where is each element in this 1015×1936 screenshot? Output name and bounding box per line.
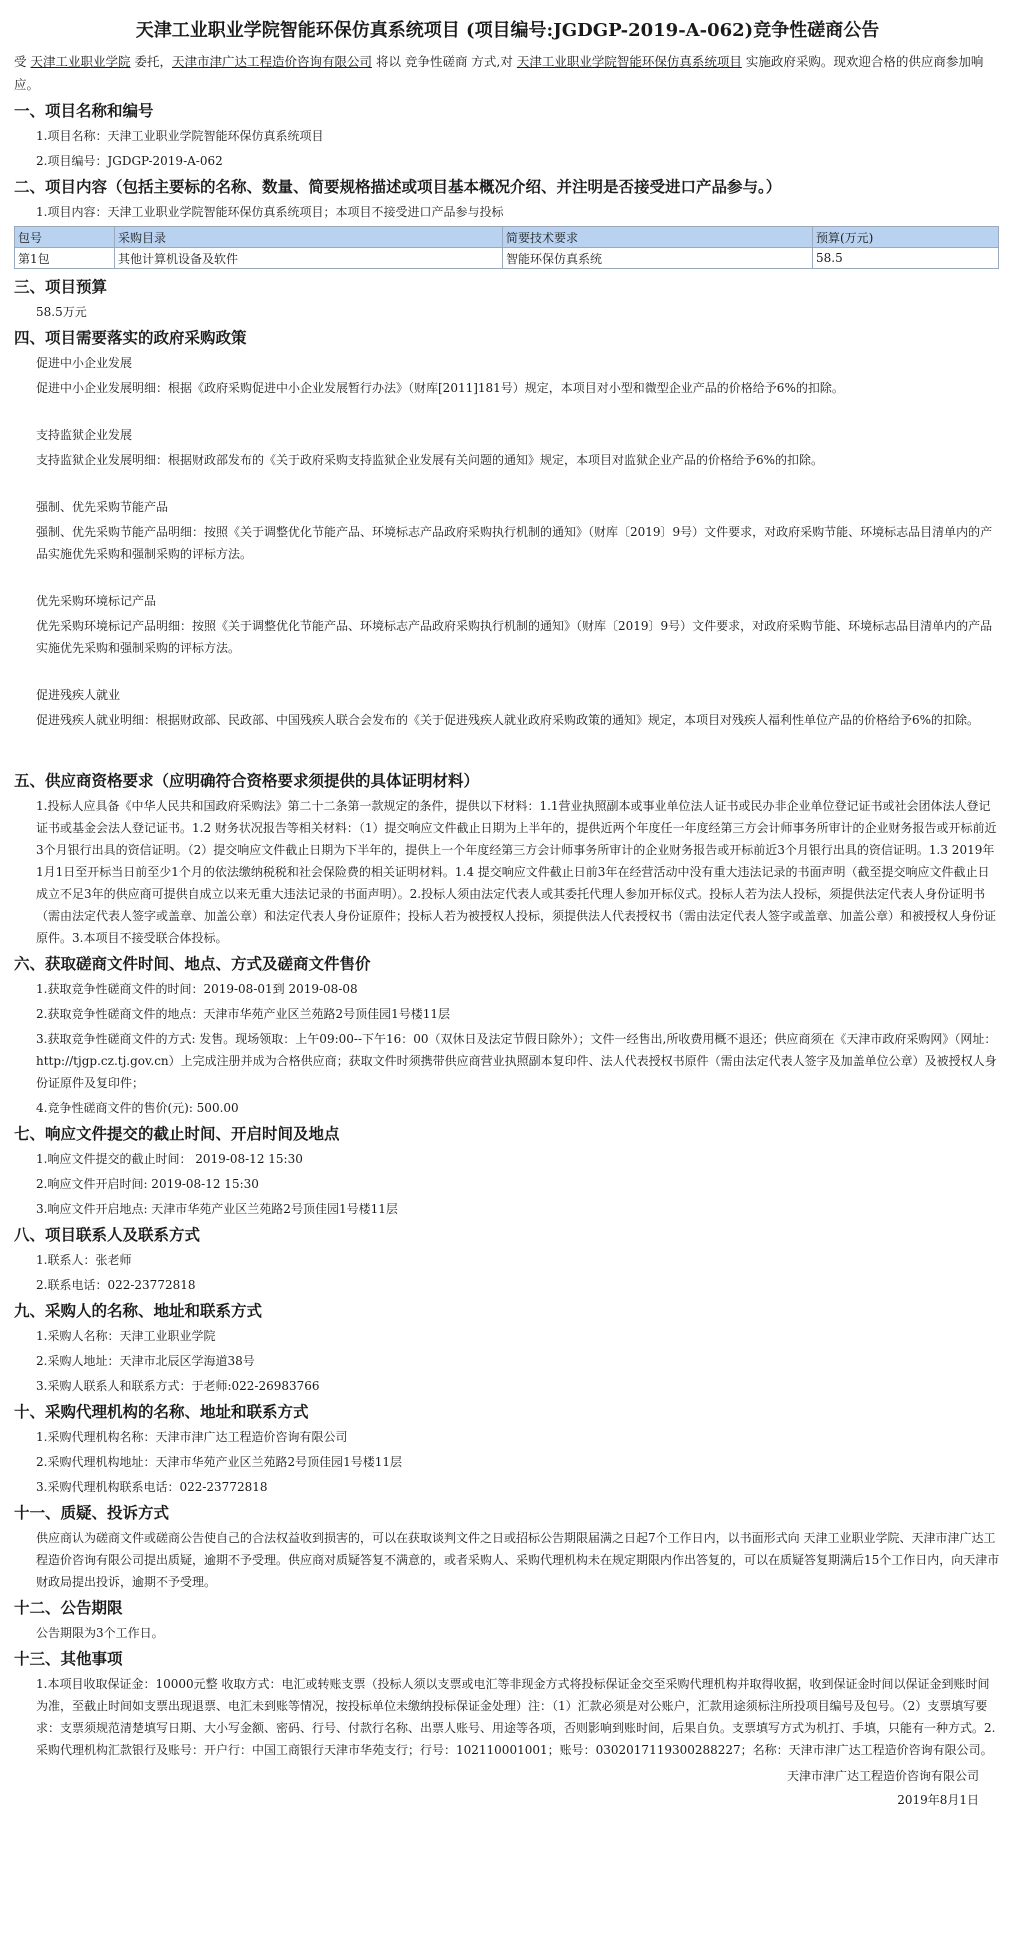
purchaser-name: 1.采购人名称：天津工业职业学院 bbox=[36, 1329, 216, 1343]
signature-org: 天津市津广达工程造价咨询有限公司 bbox=[786, 1769, 979, 1783]
intro-text-2: 委托， bbox=[130, 54, 172, 69]
table-header-cell: 包号 bbox=[15, 227, 115, 248]
table-header-cell: 简要技术要求 bbox=[503, 227, 813, 248]
section-3-heading: 三、项目预算 bbox=[14, 277, 108, 296]
section-7-heading: 七、响应文件提交的截止时间、开启时间及地点 bbox=[14, 1124, 340, 1143]
table-header-row bbox=[15, 227, 999, 248]
project-link: 天津工业职业学院智能环保仿真系统项目 bbox=[516, 54, 742, 69]
page-title: 天津工业职业学院智能环保仿真系统项目 (项目编号:JGDGP-2019-A-062)竞争性磋商公告 bbox=[135, 20, 880, 41]
policy-title: 促进中小企业发展 bbox=[36, 356, 133, 370]
agency-link: 天津市津广达工程造价咨询有限公司 bbox=[171, 54, 372, 69]
section-8-heading: 八、项目联系人及联系方式 bbox=[14, 1225, 201, 1244]
doc-price: 4.竞争性磋商文件的售价(元): 500.00 bbox=[36, 1101, 239, 1115]
table-cell: 58.5 bbox=[813, 248, 999, 269]
purchaser-address: 2.采购人地址：天津市北辰区学海道38号 bbox=[36, 1354, 255, 1368]
open-place: 3.响应文件开启地点: 天津市华苑产业区兰苑路2号顶佳园1号楼11层 bbox=[36, 1202, 398, 1216]
policy-detail: 优先采购环境标记产品明细：按照《关于调整优化节能产品、环境标志产品政府采购执行机制的通知》（财库〔2019〕9号）文件要求，对政府采购节能、环境标志品目清单内的产品实施优先采购和强制采购的评标方法。 bbox=[36, 619, 993, 655]
purchaser-contact: 3.采购人联系人和联系方式：于老师:022-26983766 bbox=[36, 1379, 320, 1393]
client-link: 天津工业职业学院 bbox=[30, 54, 131, 69]
section-2-heading: 二、项目内容（包括主要标的名称、数量、简要规格描述或项目基本概况介绍、并注明是否接受进口产品参与。） bbox=[14, 177, 782, 196]
budget-table bbox=[14, 226, 999, 269]
doc-place: 2.获取竞争性磋商文件的地点：天津市华苑产业区兰苑路2号顶佳园1号楼11层 bbox=[36, 1007, 450, 1021]
policy-title: 强制、优先采购节能产品 bbox=[36, 500, 169, 514]
policy-title: 支持监狱企业发展 bbox=[36, 428, 133, 442]
doc-time: 1.获取竞争性磋商文件的时间：2019-08-01到 2019-08-08 bbox=[36, 982, 358, 996]
contact-person: 1.联系人：张老师 bbox=[36, 1253, 132, 1267]
section-4-heading: 四、项目需要落实的政府采购政策 bbox=[14, 328, 247, 347]
agency-phone: 3.采购代理机构联系电话：022-23772818 bbox=[36, 1480, 268, 1494]
qualification-text: 1.投标人应具备《中华人民共和国政府采购法》第二十二条第一款规定的条件，提供以下材料：1.1营业执照副本或事业单位法人证书或民办非企业单位登记证书或社会团体法人登记证书或基金会法人登记证书。1.2 财务状况报告等相关材料：（1）提交响应文件截止日期为上半年的，提供近两个年度任一年度经第三方会计师事务所审计的企业财务报告或开标前近3个月银行出具的资信证明。（2）提交响应文件截止日期为下半年的，提供上一个年度经第三方会计师事务所审计的企业财务报告或开标前近3个月银行出具的资信证明。1.3 2019年1月1日至开标当日前至少1个月的依法缴纳税税和社会保险费的相关证明材料。1.4 提交响应文件截止日前3年在经营活动中没有重大违法记录的书面声明（截至提交响应文件截止日成立不足3年的供应商可提供自成立以来无重大违法记录的书面声明）。2.投标人须由法定代表人或其委托代理人参加开标仪式。投标人若为法人投标，须提供法定代表人身份证明书（需由法定代表人签字或盖章、加盖公章）和法定代表人身份证原件；投标人若为被授权人投标，须提供法人代表授权书（需由法定代表人签字或盖章、加盖公章）和被授权人身份证原件。3.本项目不接受联合体投标。 bbox=[36, 799, 997, 945]
section-13-heading: 十三、其他事项 bbox=[14, 1649, 123, 1668]
agency-address: 2.采购代理机构地址：天津市华苑产业区兰苑路2号顶佳园1号楼11层 bbox=[36, 1455, 402, 1469]
project-name: 1.项目名称：天津工业职业学院智能环保仿真系统项目 bbox=[36, 129, 324, 143]
project-content: 1.项目内容：天津工业职业学院智能环保仿真系统项目；本项目不接受进口产品参与投标 bbox=[36, 205, 504, 219]
notice-period: 公告期限为3个工作日。 bbox=[36, 1626, 164, 1640]
signature-date: 2019年8月1日 bbox=[897, 1793, 979, 1807]
policy-detail: 强制、优先采购节能产品明细：按照《关于调整优化节能产品、环境标志产品政府采购执行机制的通知》（财库〔2019〕9号）文件要求，对政府采购节能、环境标志品目清单内的产品实施优先采购和强制采购的评标方法。 bbox=[36, 525, 993, 561]
section-5-heading: 五、供应商资格要求（应明确符合资格要求须提供的具体证明材料） bbox=[14, 771, 480, 790]
table-cell: 其他计算机设备及软件 bbox=[115, 248, 503, 269]
table-row bbox=[15, 248, 999, 269]
table-cell: 智能环保仿真系统 bbox=[503, 248, 813, 269]
section-9-heading: 九、采购人的名称、地址和联系方式 bbox=[14, 1301, 263, 1320]
policy-detail: 促进中小企业发展明细：根据《政府采购促进中小企业发展暂行办法》（财库[2011]181号）规定，本项目对小型和微型企业产品的价格给予6%的扣除。 bbox=[36, 381, 844, 395]
other-matters: 1.本项目收取保证金：10000元整 收取方式：电汇或转账支票（投标人须以支票或电汇等非现金方式将投标保证金交至采购代理机构并取得收据，收到保证金时间以保证金到账时间为准，至截止时间如支票出现退票、电汇未到账等情况，按投标单位未缴纳投标保证金处理）注：（1）汇款必须是对公账户，汇款用途须标注所投项目编号及包号。（2）支票填写要求：支票须规范清楚填写日期、大小写金额、密码、行号、付款行名称、出票人账号、用途等各项，否则影响到账时间，后果自负。支票填写方式为机打、手填，只能有一种方式。2.采购代理机构汇款银行及账号：开户行：中国工商银行天津市华苑支行；行号：102110001001；账号：0302017119300288227；名称：天津市津广达工程造价咨询有限公司。 bbox=[36, 1677, 996, 1757]
policy-title: 优先采购环境标记产品 bbox=[36, 594, 157, 608]
agency-name: 1.采购代理机构名称：天津市津广达工程造价咨询有限公司 bbox=[36, 1430, 348, 1444]
contact-phone: 2.联系电话：022-23772818 bbox=[36, 1278, 196, 1292]
intro-text-4: 实施政府采购。现欢迎合格的供应商参加响应。 bbox=[14, 54, 984, 92]
open-time: 2.响应文件开启时间: 2019-08-12 15:30 bbox=[36, 1177, 259, 1191]
table-cell: 第1包 bbox=[15, 248, 115, 269]
policy-detail: 支持监狱企业发展明细：根据财政部发布的《关于政府采购支持监狱企业发展有关问题的通知》规定，本项目对监狱企业产品的价格给予6%的扣除。 bbox=[36, 453, 824, 467]
project-code: 2.项目编号：JGDGP-2019-A-062 bbox=[36, 154, 223, 168]
budget-amount: 58.5万元 bbox=[36, 305, 87, 319]
doc-method: 3.获取竞争性磋商文件的方式: 发售。现场领取：上午09:00--下午16：00（双休日及法定节假日除外）；文件一经售出,所收费用概不退还；供应商须在《天津市政府采购网》（网址：http://tjgp.cz.tj.gov.cn）上完成注册并成为合格供应商；获取文件时须携带供应商营业执照副本复印件、法人代表授权书原件（需由法定代表人签字及加盖单位公章）及被授权人身份证原件及复印件； bbox=[36, 1032, 997, 1090]
complaint-text: 供应商认为磋商文件或磋商公告使自己的合法权益收到损害的，可以在获取谈判文件之日或招标公告期限届满之日起7个工作日内，以书面形式向 天津工业职业学院、天津市津广达工程造价咨询有限公司提出质疑，逾期不予受理。供应商对质疑答复不满意的，或者采购人、采购代理机构未在规定期限内作出答复的，可以在质疑答复期满后15个工作日内，向天津市财政局提出投诉，逾期不予受理。 bbox=[36, 1531, 1000, 1589]
intro-text-1: 受 bbox=[14, 54, 31, 69]
policy-detail: 促进残疾人就业明细：根据财政部、民政部、中国残疾人联合会发布的《关于促进残疾人就业政府采购政策的通知》规定，本项目对残疾人福利性单位产品的价格给予6%的扣除。 bbox=[36, 713, 980, 727]
policy-title: 促进残疾人就业 bbox=[36, 688, 121, 702]
section-10-heading: 十、采购代理机构的名称、地址和联系方式 bbox=[14, 1402, 309, 1421]
section-12-heading: 十二、公告期限 bbox=[14, 1598, 123, 1617]
section-6-heading: 六、获取磋商文件时间、地点、方式及磋商文件售价 bbox=[14, 954, 371, 973]
intro-text-3: 将以 竞争性磋商 方式,对 bbox=[372, 54, 517, 69]
section-1-heading: 一、项目名称和编号 bbox=[14, 101, 154, 120]
section-11-heading: 十一、质疑、投诉方式 bbox=[14, 1503, 170, 1522]
intro-paragraph bbox=[14, 50, 1001, 96]
table-header-cell: 采购目录 bbox=[115, 227, 503, 248]
table-header-cell: 预算(万元) bbox=[813, 227, 999, 248]
submit-deadline: 1.响应文件提交的截止时间： 2019-08-12 15:30 bbox=[36, 1152, 303, 1166]
